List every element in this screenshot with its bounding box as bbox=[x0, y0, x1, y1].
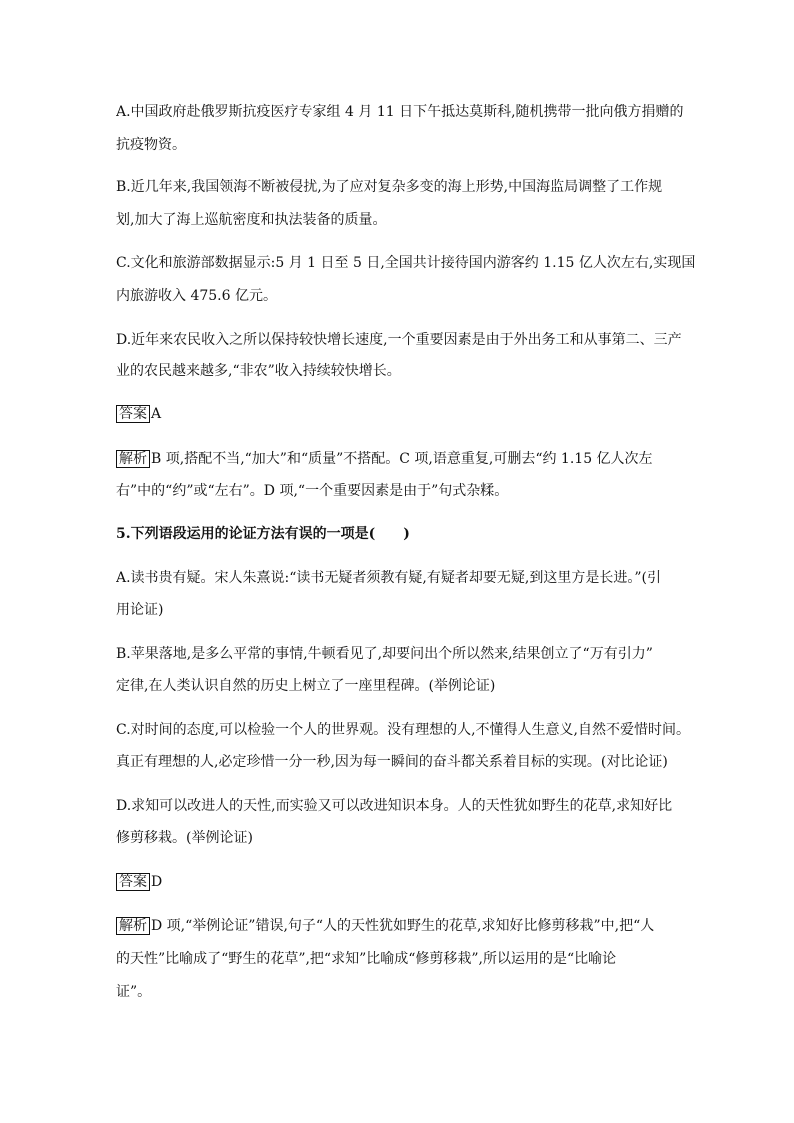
q5-answer-label: 答案 bbox=[116, 873, 150, 891]
q4-option-c-line2: 内旅游收入 475.6 亿元。 bbox=[116, 288, 277, 304]
q5-option-b-line2: 定律,在人类认识自然的历史上树立了一座里程碑。(举例论证) bbox=[116, 678, 496, 694]
q5-stem: 5.下列语段运用的论证方法有误的一项是( ) bbox=[116, 526, 410, 542]
q5-option-d-line2: 修剪移栽。(举例论证) bbox=[116, 830, 253, 846]
q4-answer-value: A bbox=[151, 406, 162, 422]
q5-analysis-label: 解析 bbox=[116, 917, 150, 935]
q5-option-c-line2: 真正有理想的人,必定珍惜一分一秒,因为每一瞬间的奋斗都关系着目标的实现。(对比论证) bbox=[116, 754, 668, 770]
q5-analysis-line3: 证”。 bbox=[116, 984, 152, 1000]
q4-answer-label: 答案 bbox=[116, 405, 150, 423]
q4-option-a-line2: 抗疫物资。 bbox=[116, 137, 186, 153]
q4-option-d-line1: D.近年来农民收入之所以保持较快增长速度,一个重要因素是由于外出务工和从事第二、三产 bbox=[116, 332, 682, 348]
q4-option-c-line1: C.文化和旅游部数据显示:5 月 1 日至 5 日,全国共计接待国内游客约 1.15 亿人次左右,实现国 bbox=[116, 255, 696, 271]
q4-option-b-line1: B.近几年来,我国领海不断被侵扰,为了应对复杂多变的海上形势,中国海监局调整了工作规 bbox=[116, 179, 663, 195]
q4-analysis-text-line1: B 项,搭配不当,“加大”和“质量”不搭配。C 项,语意重复,可删去“约 1.15 亿人次左 bbox=[151, 451, 653, 467]
q4-analysis-label: 解析 bbox=[116, 450, 150, 468]
q5-analysis-line1 bbox=[116, 917, 696, 935]
q4-option-a-line1: A.中国政府赴俄罗斯抗疫医疗专家组 4 月 11 日下午抵达莫斯科,随机携带一批向俄方捐赠的 bbox=[116, 104, 684, 120]
q5-option-c-line1: C.对时间的态度,可以检验一个人的世界观。没有理想的人,不懂得人生意义,自然不爱惜时间。 bbox=[116, 722, 691, 738]
q5-option-a-line1: A.读书贵有疑。宋人朱熹说:“读书无疑者须教有疑,有疑者却要无疑,到这里方是长进。”(引 bbox=[116, 570, 661, 586]
q5-option-d-line1: D.求知可以改进人的天性,而实验又可以改进知识本身。人的天性犹如野生的花草,求知好比 bbox=[116, 798, 673, 814]
q4-analysis-line1 bbox=[116, 450, 696, 468]
q5-analysis-line2: 的天性”比喻成了“野生的花草”,把“求知”比喻成“修剪移栽”,所以运用的是“比喻论 bbox=[116, 951, 617, 967]
q5-answer bbox=[116, 873, 696, 891]
q4-analysis-line2: 右”中的“约”或“左右”。D 项,“一个重要因素是由于”句式杂糅。 bbox=[116, 483, 509, 499]
q5-option-a-line2: 用论证) bbox=[116, 602, 164, 618]
q4-option-b-line2: 划,加大了海上巡航密度和执法装备的质量。 bbox=[116, 212, 387, 228]
q4-answer bbox=[116, 405, 696, 423]
q4-option-d-line2: 业的农民越来越多,“非农”收入持续较快增长。 bbox=[116, 363, 401, 379]
q5-answer-value: D bbox=[151, 874, 163, 890]
q5-analysis-text-line1: D 项,“举例论证”错误,句子“人的天性犹如野生的花草,求知好比修剪移栽”中,把“人 bbox=[151, 918, 655, 934]
q5-option-b-line1: B.苹果落地,是多么平常的事情,牛顿看见了,却要问出个所以然来,结果创立了“万有引力” bbox=[116, 646, 653, 662]
